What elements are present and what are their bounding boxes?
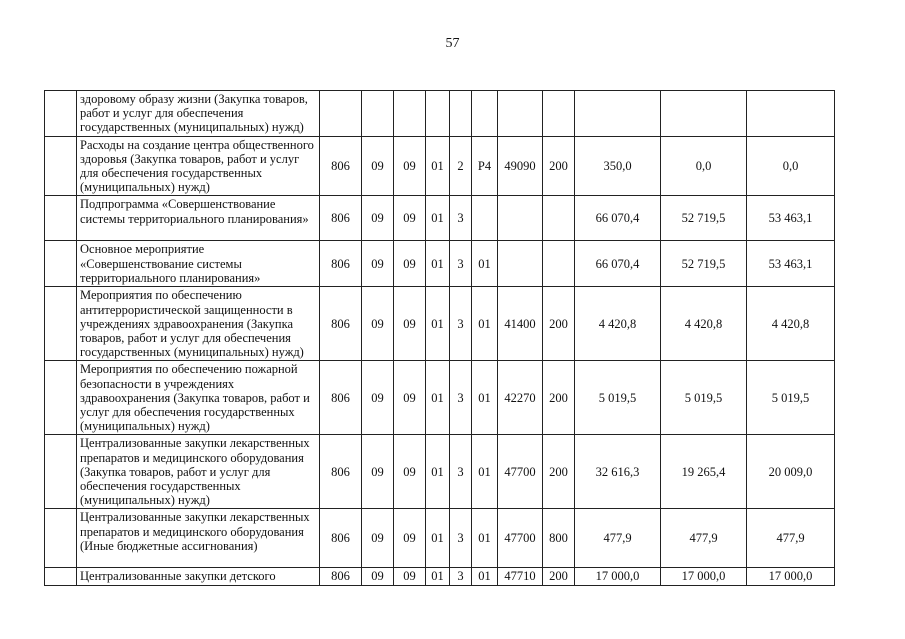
row-name: Подпрограмма «Совершенствование системы территориального планирования» bbox=[77, 196, 320, 241]
amount-year3: 0,0 bbox=[747, 136, 835, 196]
direction-cell: 47700 bbox=[498, 509, 543, 568]
row-name: Расходы на создание центра общественного здоровья (Закупка товаров, работ и услуг для обеспечения государственных (муниципальных) нужд) bbox=[77, 136, 320, 196]
direction-cell bbox=[498, 241, 543, 287]
amount-year1: 66 070,4 bbox=[575, 241, 661, 287]
ved-cell bbox=[320, 91, 362, 137]
direction-cell bbox=[498, 91, 543, 137]
ved-cell: 806 bbox=[320, 361, 362, 435]
subprogram-cell: 3 bbox=[450, 196, 472, 241]
amount-year1: 477,9 bbox=[575, 509, 661, 568]
subprogram-cell: 3 bbox=[450, 287, 472, 361]
main-activity-cell bbox=[472, 91, 498, 137]
rz-cell: 09 bbox=[362, 196, 394, 241]
program-cell bbox=[426, 91, 450, 137]
program-cell: 01 bbox=[426, 435, 450, 509]
program-cell: 01 bbox=[426, 568, 450, 585]
subprogram-cell bbox=[450, 91, 472, 137]
expense-type-cell: 200 bbox=[543, 568, 575, 585]
rz-cell: 09 bbox=[362, 287, 394, 361]
row-marker-cell bbox=[45, 568, 77, 585]
expense-type-cell bbox=[543, 196, 575, 241]
row-name: Основное мероприятие «Совершенствование системы территориального планирования» bbox=[77, 241, 320, 287]
ved-cell: 806 bbox=[320, 287, 362, 361]
pr-cell: 09 bbox=[394, 241, 426, 287]
ved-cell: 806 bbox=[320, 136, 362, 196]
row-marker-cell bbox=[45, 241, 77, 287]
row-marker-cell bbox=[45, 361, 77, 435]
amount-year2: 0,0 bbox=[661, 136, 747, 196]
amount-year3: 4 420,8 bbox=[747, 287, 835, 361]
table-row bbox=[45, 196, 835, 241]
rz-cell: 09 bbox=[362, 509, 394, 568]
pr-cell: 09 bbox=[394, 568, 426, 585]
direction-cell: 47710 bbox=[498, 568, 543, 585]
subprogram-cell: 3 bbox=[450, 509, 472, 568]
page-number: 57 bbox=[445, 36, 460, 51]
subprogram-cell: 3 bbox=[450, 361, 472, 435]
subprogram-cell: 3 bbox=[450, 568, 472, 585]
program-cell: 01 bbox=[426, 287, 450, 361]
subprogram-cell: 3 bbox=[450, 435, 472, 509]
main-activity-cell: 01 bbox=[472, 435, 498, 509]
amount-year3 bbox=[747, 91, 835, 137]
amount-year1 bbox=[575, 91, 661, 137]
amount-year3: 5 019,5 bbox=[747, 361, 835, 435]
ved-cell: 806 bbox=[320, 568, 362, 585]
row-name: здоровому образу жизни (Закупка товаров, работ и услуг для обеспечения государственных (муниципальных) нужд) bbox=[77, 91, 320, 137]
row-name: Мероприятия по обеспечению пожарной безопасности в учреждениях здравоохранения (Закупка товаров, работ и услуг для обеспечения государственных (муниципальных) нужд) bbox=[77, 361, 320, 435]
amount-year1: 4 420,8 bbox=[575, 287, 661, 361]
row-marker-cell bbox=[45, 509, 77, 568]
pr-cell: 09 bbox=[394, 509, 426, 568]
expense-type-cell bbox=[543, 241, 575, 287]
rz-cell: 09 bbox=[362, 435, 394, 509]
pr-cell: 09 bbox=[394, 361, 426, 435]
row-marker-cell bbox=[45, 435, 77, 509]
main-activity-cell: 01 bbox=[472, 287, 498, 361]
table-row bbox=[45, 136, 835, 196]
ved-cell: 806 bbox=[320, 509, 362, 568]
row-name: Мероприятия по обеспечению антитеррористической защищенности в учреждениях здравоохранения (Закупка товаров, работ и услуг для обеспечения государственных (муниципальных) нужд) bbox=[77, 287, 320, 361]
main-activity-cell: P4 bbox=[472, 136, 498, 196]
table-row bbox=[45, 509, 835, 568]
amount-year3: 53 463,1 bbox=[747, 241, 835, 287]
rz-cell bbox=[362, 91, 394, 137]
amount-year3: 17 000,0 bbox=[747, 568, 835, 585]
direction-cell: 47700 bbox=[498, 435, 543, 509]
amount-year2: 4 420,8 bbox=[661, 287, 747, 361]
ved-cell: 806 bbox=[320, 435, 362, 509]
amount-year1: 32 616,3 bbox=[575, 435, 661, 509]
amount-year1: 5 019,5 bbox=[575, 361, 661, 435]
amount-year1: 350,0 bbox=[575, 136, 661, 196]
amount-year2 bbox=[661, 91, 747, 137]
expense-type-cell: 200 bbox=[543, 435, 575, 509]
row-marker-cell bbox=[45, 91, 77, 137]
subprogram-cell: 2 bbox=[450, 136, 472, 196]
subprogram-cell: 3 bbox=[450, 241, 472, 287]
amount-year2: 19 265,4 bbox=[661, 435, 747, 509]
pr-cell: 09 bbox=[394, 287, 426, 361]
row-marker-cell bbox=[45, 196, 77, 241]
expense-type-cell: 200 bbox=[543, 361, 575, 435]
table-row bbox=[45, 435, 835, 509]
program-cell: 01 bbox=[426, 136, 450, 196]
row-name: Централизованные закупки детского bbox=[77, 568, 320, 585]
program-cell: 01 bbox=[426, 241, 450, 287]
direction-cell: 49090 bbox=[498, 136, 543, 196]
expense-type-cell: 200 bbox=[543, 287, 575, 361]
row-marker-cell bbox=[45, 287, 77, 361]
amount-year1: 17 000,0 bbox=[575, 568, 661, 585]
amount-year3: 53 463,1 bbox=[747, 196, 835, 241]
amount-year2: 477,9 bbox=[661, 509, 747, 568]
amount-year2: 52 719,5 bbox=[661, 196, 747, 241]
direction-cell bbox=[498, 196, 543, 241]
direction-cell: 41400 bbox=[498, 287, 543, 361]
pr-cell: 09 bbox=[394, 136, 426, 196]
pr-cell: 09 bbox=[394, 196, 426, 241]
expense-type-cell bbox=[543, 91, 575, 137]
rz-cell: 09 bbox=[362, 241, 394, 287]
amount-year3: 20 009,0 bbox=[747, 435, 835, 509]
amount-year3: 477,9 bbox=[747, 509, 835, 568]
row-marker-cell bbox=[45, 136, 77, 196]
table-row bbox=[45, 241, 835, 287]
ved-cell: 806 bbox=[320, 241, 362, 287]
program-cell: 01 bbox=[426, 509, 450, 568]
table-row bbox=[45, 287, 835, 361]
program-cell: 01 bbox=[426, 196, 450, 241]
table-row bbox=[45, 361, 835, 435]
table-row bbox=[45, 91, 835, 137]
rz-cell: 09 bbox=[362, 361, 394, 435]
amount-year2: 5 019,5 bbox=[661, 361, 747, 435]
amount-year1: 66 070,4 bbox=[575, 196, 661, 241]
amount-year2: 17 000,0 bbox=[661, 568, 747, 585]
main-activity-cell: 01 bbox=[472, 241, 498, 287]
main-activity-cell: 01 bbox=[472, 568, 498, 585]
row-name: Централизованные закупки лекарственных препаратов и медицинского оборудования (Закупка товаров, работ и услуг для обеспечения государственных (муниципальных) нужд) bbox=[77, 435, 320, 509]
direction-cell: 42270 bbox=[498, 361, 543, 435]
rz-cell: 09 bbox=[362, 136, 394, 196]
table-row bbox=[45, 568, 835, 585]
row-name: Централизованные закупки лекарственных препаратов и медицинского оборудования (Иные бюджетные ассигнования) bbox=[77, 509, 320, 568]
pr-cell: 09 bbox=[394, 435, 426, 509]
rz-cell: 09 bbox=[362, 568, 394, 585]
main-activity-cell: 01 bbox=[472, 361, 498, 435]
main-activity-cell: 01 bbox=[472, 509, 498, 568]
expense-type-cell: 800 bbox=[543, 509, 575, 568]
ved-cell: 806 bbox=[320, 196, 362, 241]
main-activity-cell bbox=[472, 196, 498, 241]
amount-year2: 52 719,5 bbox=[661, 241, 747, 287]
program-cell: 01 bbox=[426, 361, 450, 435]
expense-type-cell: 200 bbox=[543, 136, 575, 196]
budget-table bbox=[44, 90, 835, 586]
pr-cell bbox=[394, 91, 426, 137]
